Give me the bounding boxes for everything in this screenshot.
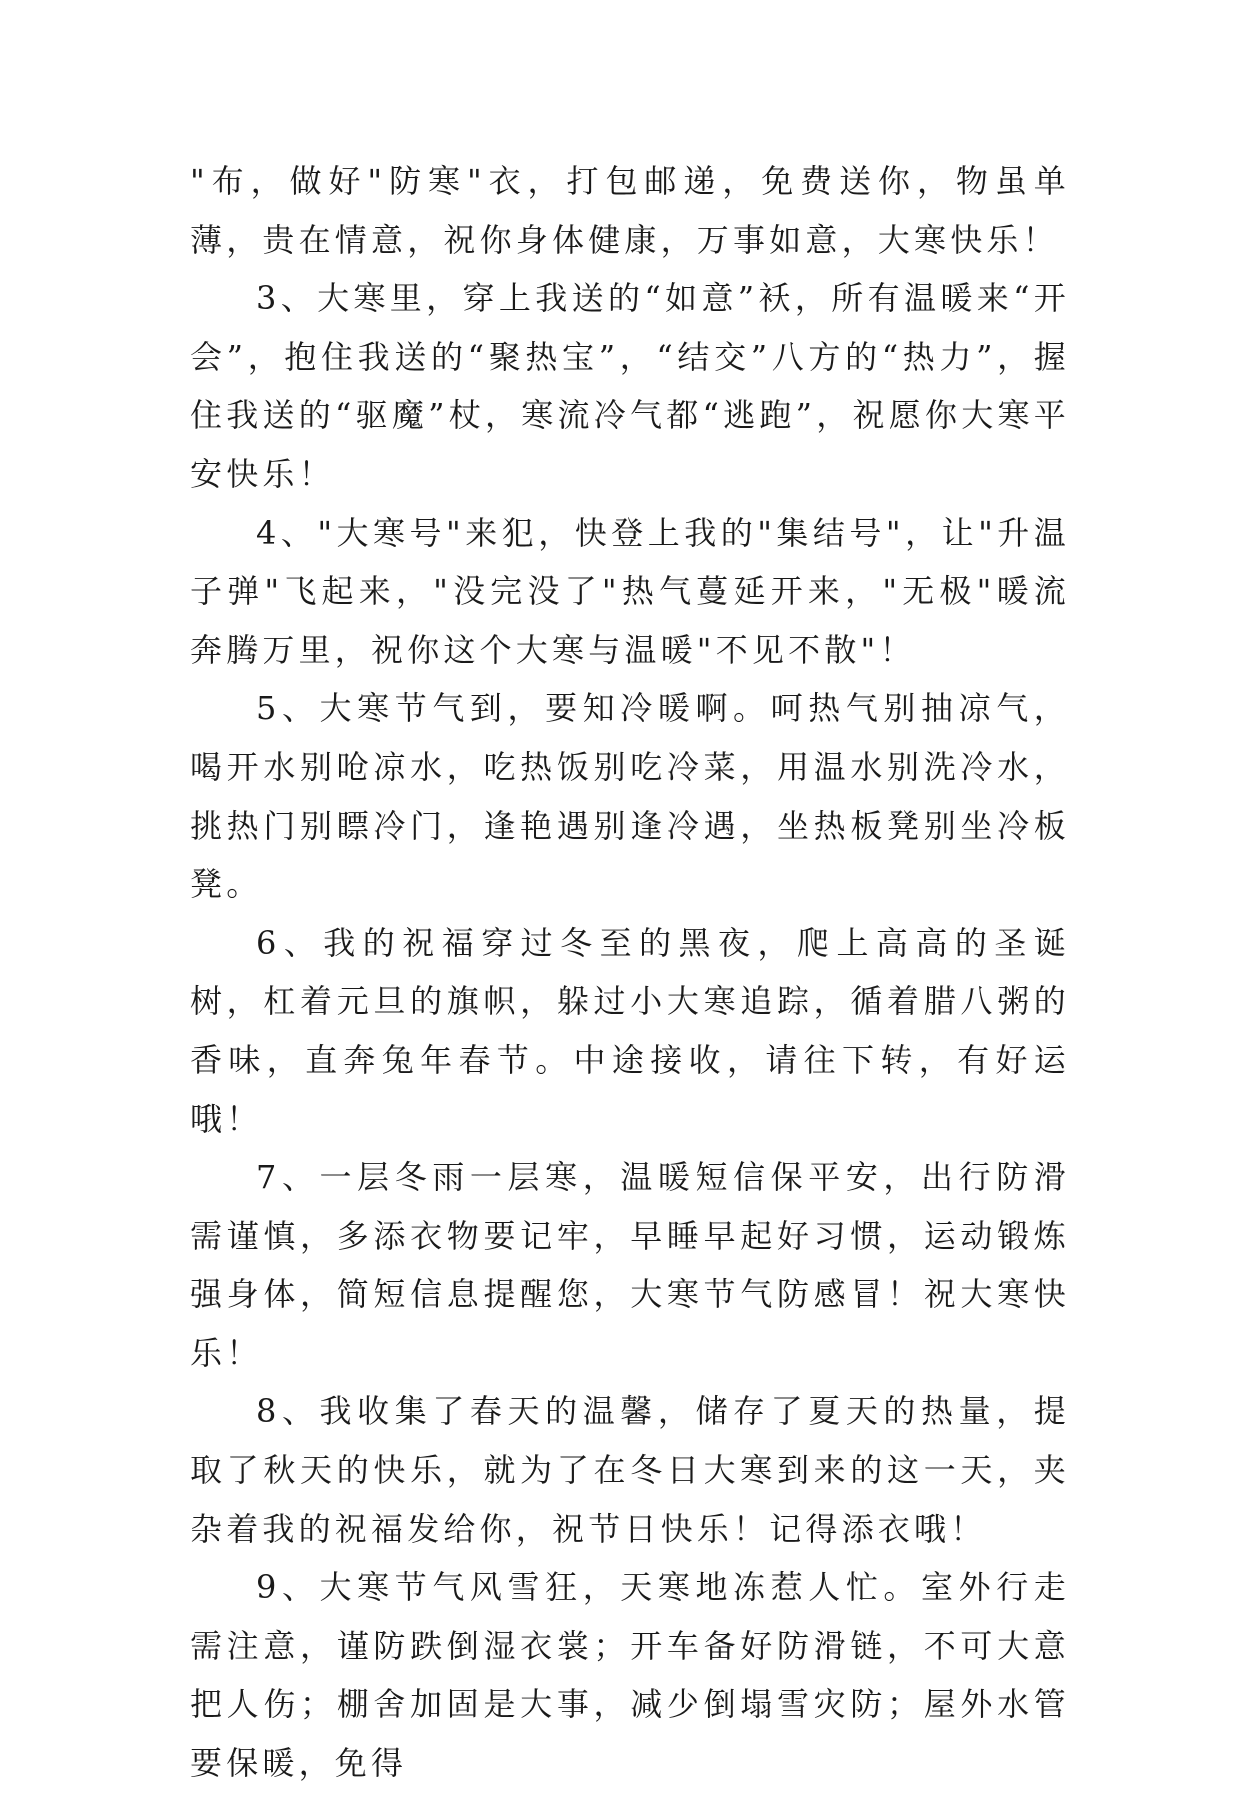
paragraph-8: 8、我收集了春天的温馨，储存了夏天的热量，提取了秋天的快乐，就为了在冬日大寒到来的这一天，夹杂着我的祝福发给你，祝节日快乐！记得添衣哦！ xyxy=(190,1392,1070,1548)
paragraph-5: 5、大寒节气到，要知冷暖啊。呵热气别抽凉气，喝开水别呛凉水，吃热饭别吃冷菜，用温水别洗冷水，挑热门别瞟冷门，逢艳遇别逢冷遇，坐热板凳别坐冷板凳。 xyxy=(190,689,1070,904)
paragraph-4: 4、"大寒号"来犯，快登上我的"集结号"，让"升温子弹"飞起来，"没完没了"热气蔓延开来，"无极"暖流奔腾万里，祝你这个大寒与温暖"不见不散"！ xyxy=(190,513,1070,669)
paragraph-9: 9、大寒节气风雪狂，天寒地冻惹人忙。室外行走需注意，谨防跌倒湿衣裳；开车备好防滑链，不可大意把人伤；棚舍加固是大事，减少倒塌雪灾防；屋外水管要保暖，免得 xyxy=(190,1568,1070,1783)
document-body xyxy=(190,152,1070,1793)
paragraph-3: 3、大寒里，穿上我送的“如意”袄，所有温暖来“开会”，抱住我送的“聚热宝”，“结交”八方的“热力”，握住我送的“驱魔”杖，寒流冷气都“逃跑”，祝愿你大寒平安快乐！ xyxy=(190,279,1070,493)
paragraph-continuation: "布，做好"防寒"衣，打包邮递，免费送你，物虽单薄，贵在情意，祝你身体健康，万事如意，大寒快乐！ xyxy=(190,162,1070,259)
paragraph-7: 7、一层冬雨一层寒，温暖短信保平安，出行防滑需谨慎，多添衣物要记牢，早睡早起好习惯，运动锻炼强身体，简短信息提醒您，大寒节气防感冒！祝大寒快乐！ xyxy=(190,1158,1070,1372)
paragraph-6: 6、我的祝福穿过冬至的黑夜，爬上高高的圣诞树，杠着元旦的旗帜，躲过小大寒追踪，循着腊八粥的香味，直奔兔年春节。中途接收，请往下转，有好运哦！ xyxy=(190,923,1070,1138)
